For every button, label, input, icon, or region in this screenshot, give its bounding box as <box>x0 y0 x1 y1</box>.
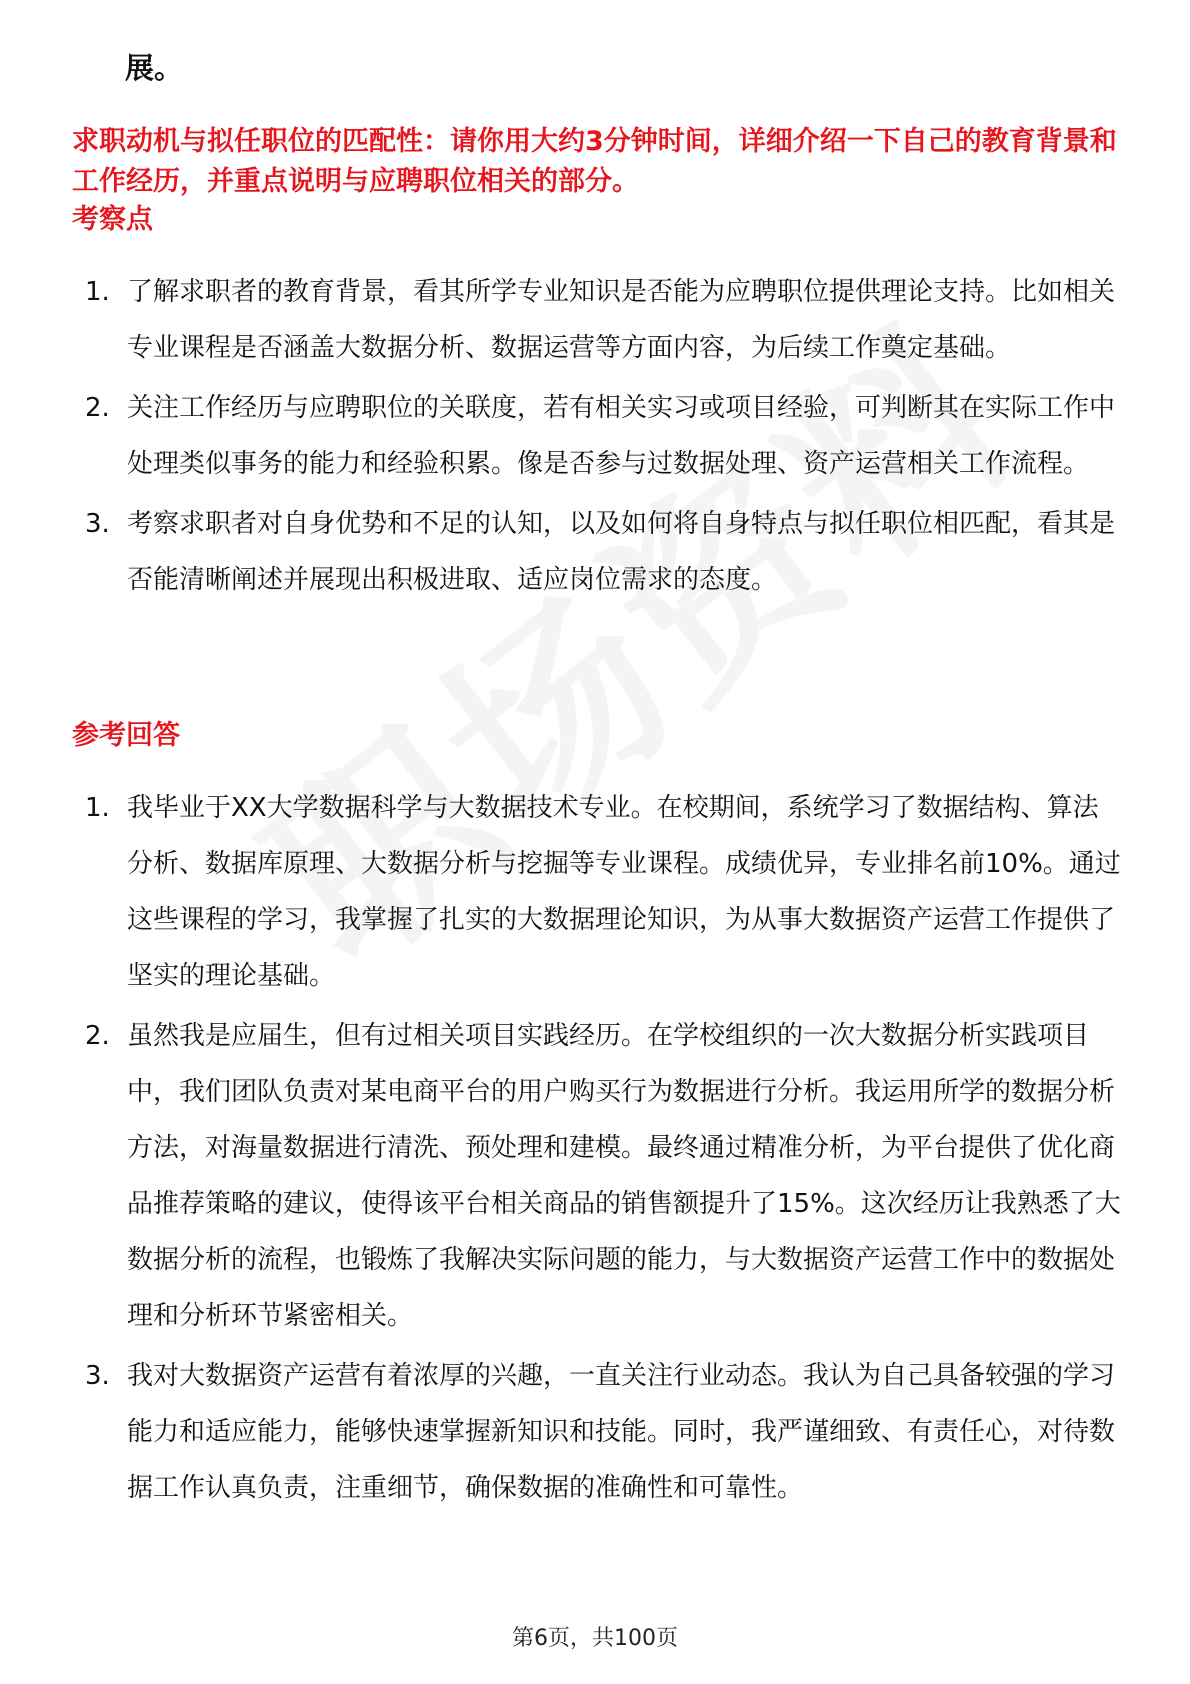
item-text: 我毕业于XX大学数据科学与大数据技术专业。在校期间，系统学习了数据结构、算法分析、数据库原理、大数据分析与挖掘等专业课程。成绩优异，专业排名前10%。通过这些课程的学习，我掌握了扎实的大数据理论知识，为从事大数据资产运营工作提供了坚实的理论基础。 <box>127 793 1121 991</box>
points-heading: 考察点 <box>72 204 153 235</box>
list-item <box>72 496 1122 608</box>
page-footer: 第6页，共100页 <box>512 1626 678 1651</box>
list-item <box>72 780 1122 1004</box>
item-text: 虽然我是应届生，但有过相关项目实践经历。在学校组织的一次大数据分析实践项目中，我们团队负责对某电商平台的用户购买行为数据进行分析。我运用所学的数据分析方法，对海量数据进行清洗、预处理和建模。最终通过精准分析，为平台提供了优化商品推荐策略的建议，使得该平台相关商品的销售额提升了15%。这次经历让我熟悉了大数据分析的流程，也锻炼了我解决实际问题的能力，与大数据资产运营工作中的数据处理和分析环节紧密相关。 <box>127 1021 1121 1331</box>
item-text: 了解求职者的教育背景，看其所学专业知识是否能为应聘职位提供理论支持。比如相关专业课程是否涵盖大数据分析、数据运营等方面内容，为后续工作奠定基础。 <box>127 277 1116 363</box>
list-item <box>72 380 1122 492</box>
item-text: 关注工作经历与应聘职位的关联度，若有相关实习或项目经验，可判断其在实际工作中处理类似事务的能力和经验积累。像是否参与过数据处理、资产运营相关工作流程。 <box>127 393 1116 479</box>
item-number: 2. <box>85 393 110 423</box>
list-item <box>72 1008 1122 1344</box>
item-number: 3. <box>85 1361 110 1391</box>
item-number: 3. <box>85 509 110 539</box>
list-item <box>72 264 1122 376</box>
answers-heading: 参考回答 <box>72 720 180 751</box>
item-number: 1. <box>85 277 110 307</box>
item-text: 考察求职者对自身优势和不足的认知，以及如何将自身特点与拟任职位相匹配，看其是否能清晰阐述并展现出积极进取、适应岗位需求的态度。 <box>127 509 1116 595</box>
continuation-text: 展。 <box>125 51 184 85</box>
question-heading: 求职动机与拟任职位的匹配性：请你用大约3分钟时间，详细介绍一下自己的教育背景和工作经历，并重点说明与应聘职位相关的部分。 <box>72 126 1117 197</box>
list-item <box>72 1348 1122 1516</box>
item-text: 我对大数据资产运营有着浓厚的兴趣，一直关注行业动态。我认为自己具备较强的学习能力和适应能力，能够快速掌握新知识和技能。同时，我严谨细致、有责任心，对待数据工作认真负责，注重细节，确保数据的准确性和可靠性。 <box>127 1361 1116 1503</box>
item-number: 2. <box>85 1021 110 1051</box>
item-number: 1. <box>85 793 110 823</box>
answers-list <box>72 780 1122 1520</box>
points-list <box>72 264 1122 612</box>
